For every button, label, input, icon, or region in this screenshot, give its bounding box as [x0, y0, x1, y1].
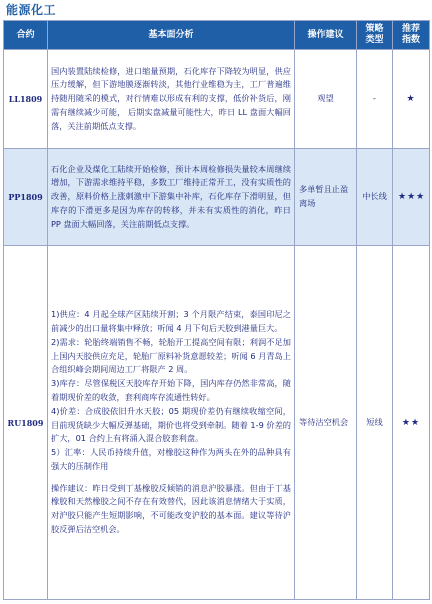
analysis-cell	[48, 50, 295, 149]
contract-code: RU1809	[4, 246, 48, 600]
advice-cell: 观望	[295, 50, 357, 149]
analysis-paragraph: 操作建议：昨日受到丁基橡胶反倾销的消息沪胶暴涨。但由于丁基橡胶和天然橡胶之间不存在有效替代，因此该消息情绪大于实质，对沪胶只能产生短期影响，不可能改变沪胶的基本面。建议等待沪胶反弹后沽空机会。	[51, 482, 291, 535]
header-contract: 合约	[4, 21, 48, 50]
strategy-type-cell: -	[357, 50, 393, 149]
table-row	[4, 246, 430, 600]
contract-code: LL1809	[4, 50, 48, 149]
analysis-paragraph: 1)供应：4 月起全球产区陆续开割；3 个月限产结束，泰国印尼之前减少的出口量将集中释放；听闻 4 月下旬后天胶到港量巨大。	[51, 309, 291, 333]
header-analysis: 基本面分析	[48, 21, 295, 50]
header-strategy-type: 策略类型	[357, 21, 393, 50]
header-rating: 推荐指数	[393, 21, 430, 50]
section-title: 能源化工	[6, 3, 57, 17]
analysis-paragraph: 3)库存：尽管保税区天胶库存开始下降，国内库存仍然非常高，随着期现价差的收敛，套利商库存流通性转好。	[51, 378, 291, 402]
advice-cell: 多单暂且止盈离场	[295, 149, 357, 246]
header-advice: 操作建议	[295, 21, 357, 50]
advice-cell: 等待沽空机会	[295, 246, 357, 600]
contract-code: PP1809	[4, 149, 48, 246]
rating-stars: ★★	[393, 246, 430, 600]
analysis-paragraph: 5）汇率：人民币持续升值，对橡胶这种作为两头在外的品种具有强大的压制作用	[51, 447, 291, 471]
table-row	[4, 50, 430, 149]
rating-stars: ★	[393, 50, 430, 149]
rating-stars: ★★★	[393, 149, 430, 246]
analysis-paragraph: 4)价差：合成胶依旧升水天胶；05 期现价差仍有继续收缩空间，目前现货缺少大幅反弹基础，期价也将受到牵制。随着 1-9 价差的扩大，01 合约上有将涌入混合胶套利盘。	[51, 405, 291, 444]
strategy-type-cell: 短线	[357, 246, 393, 600]
table-row	[4, 149, 430, 246]
strategy-table	[3, 20, 430, 600]
analysis-paragraph: 2)需求：轮胎终端销售不畅，轮胎开工提高空间有限；利润不足加上国内天胶供应充足，轮胎厂原料补货意愿较差；听闻 6 月青岛上合组织峰会期间周边工厂将限产 2 周。	[51, 336, 291, 375]
analysis-paragraph: 石化企业及煤化工陆续开始检修，预计本周检修损失量较本周继续增加，下游需求维持平稳，多数工厂维持正常开工，没有实质性的改善，原料价格上涨刺激中下游集中补库，石化库存下滑明显，但库存的下滑更多是因为库存的转移，并未有实质性的消化，昨日 PP 盘面大幅回落，关注前期低点支撑。	[51, 163, 291, 229]
analysis-paragraph: 国内装置陆续检修，进口缩量预期，石化库存下降较为明显，供应压力缓解，但下游地膜逐渐转淡，其他行业维稳为主，工厂普遍维持随用随采的模式，对行情难以形成有利的支撑，低价补货后，刚需有继续减少可能， 后期实盘减量可能性大，昨日 LL 盘面大幅回落，关注前期低点支撑。	[51, 65, 291, 131]
table-header-row	[4, 21, 430, 50]
analysis-cell	[48, 246, 295, 600]
paragraph-spacer	[51, 474, 291, 482]
strategy-type-cell: 中长线	[357, 149, 393, 246]
analysis-cell	[48, 149, 295, 246]
